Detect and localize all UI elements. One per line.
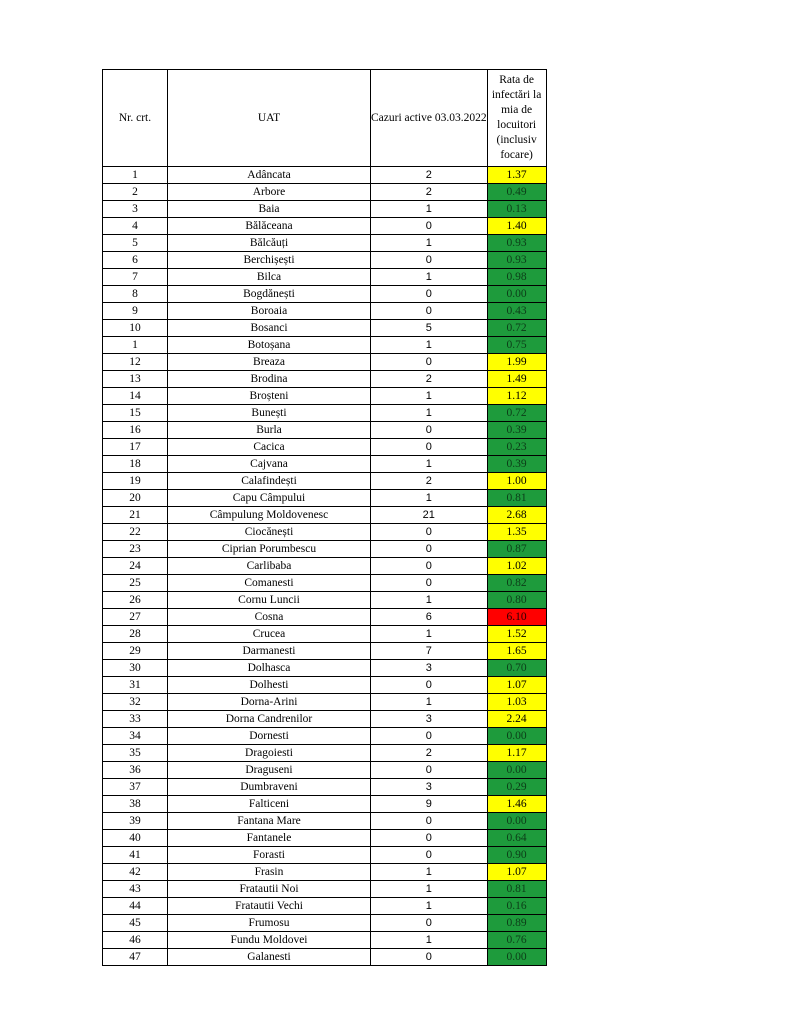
uat-name: Capu Câmpului [168, 490, 371, 507]
infection-rate: 2.68 [487, 507, 546, 524]
active-cases: 2 [371, 184, 488, 201]
infection-rate: 1.00 [487, 473, 546, 490]
table-row [103, 592, 547, 609]
active-cases: 7 [371, 643, 488, 660]
infection-rate: 1.07 [487, 864, 546, 881]
active-cases: 1 [371, 201, 488, 218]
active-cases: 1 [371, 269, 488, 286]
infection-rate: 0.00 [487, 813, 546, 830]
active-cases: 0 [371, 558, 488, 575]
table-row [103, 337, 547, 354]
row-number: 46 [103, 932, 168, 949]
infection-rate: 1.35 [487, 524, 546, 541]
infection-rate-table [102, 69, 547, 966]
uat-name: Cosna [168, 609, 371, 626]
infection-rate: 0.90 [487, 847, 546, 864]
uat-name: Forasti [168, 847, 371, 864]
infection-rate: 1.37 [487, 167, 546, 184]
table-row [103, 728, 547, 745]
infection-rate: 1.52 [487, 626, 546, 643]
row-number: 1 [103, 167, 168, 184]
table-row [103, 881, 547, 898]
table-row [103, 626, 547, 643]
uat-name: Crucea [168, 626, 371, 643]
row-number: 45 [103, 915, 168, 932]
table-row [103, 898, 547, 915]
uat-name: Frumosu [168, 915, 371, 932]
active-cases: 0 [371, 286, 488, 303]
row-number: 24 [103, 558, 168, 575]
row-number: 30 [103, 660, 168, 677]
uat-name: Fundu Moldovei [168, 932, 371, 949]
infection-rate: 0.00 [487, 728, 546, 745]
table-row [103, 354, 547, 371]
table-body [103, 167, 547, 966]
active-cases: 0 [371, 915, 488, 932]
table-row [103, 762, 547, 779]
active-cases: 1 [371, 864, 488, 881]
row-number: 31 [103, 677, 168, 694]
infection-rate: 0.23 [487, 439, 546, 456]
row-number: 8 [103, 286, 168, 303]
row-number: 35 [103, 745, 168, 762]
row-number: 10 [103, 320, 168, 337]
table-row [103, 286, 547, 303]
uat-name: Fratautii Noi [168, 881, 371, 898]
row-number: 4 [103, 218, 168, 235]
row-number: 9 [103, 303, 168, 320]
table-row [103, 218, 547, 235]
infection-rate: 1.17 [487, 745, 546, 762]
active-cases: 1 [371, 881, 488, 898]
table-row [103, 694, 547, 711]
infection-rate: 1.40 [487, 218, 546, 235]
infection-rate: 1.49 [487, 371, 546, 388]
active-cases: 0 [371, 847, 488, 864]
uat-name: Ciprian Porumbescu [168, 541, 371, 558]
infection-rate: 0.87 [487, 541, 546, 558]
infection-rate: 0.89 [487, 915, 546, 932]
table-row [103, 949, 547, 966]
table-row [103, 235, 547, 252]
uat-name: Dumbraveni [168, 779, 371, 796]
uat-name: Dorna Candrenilor [168, 711, 371, 728]
uat-name: Draguseni [168, 762, 371, 779]
table-row [103, 473, 547, 490]
row-number: 19 [103, 473, 168, 490]
table-row [103, 252, 547, 269]
active-cases: 0 [371, 541, 488, 558]
table-row [103, 371, 547, 388]
table-row [103, 609, 547, 626]
active-cases: 0 [371, 303, 488, 320]
table-header [103, 70, 547, 167]
infection-rate: 0.39 [487, 456, 546, 473]
infection-rate: 0.70 [487, 660, 546, 677]
table-row [103, 575, 547, 592]
infection-rate: 0.82 [487, 575, 546, 592]
infection-rate: 0.00 [487, 949, 546, 966]
table-row [103, 524, 547, 541]
table-row [103, 320, 547, 337]
row-number: 42 [103, 864, 168, 881]
uat-name: Ciocănești [168, 524, 371, 541]
uat-name: Breaza [168, 354, 371, 371]
uat-name: Falticeni [168, 796, 371, 813]
row-number: 20 [103, 490, 168, 507]
infection-rate: 0.64 [487, 830, 546, 847]
active-cases: 0 [371, 252, 488, 269]
row-number: 43 [103, 881, 168, 898]
active-cases: 2 [371, 473, 488, 490]
infection-rate: 1.03 [487, 694, 546, 711]
row-number: 21 [103, 507, 168, 524]
infection-rate: 0.43 [487, 303, 546, 320]
row-number: 29 [103, 643, 168, 660]
row-number: 33 [103, 711, 168, 728]
infection-rate: 1.65 [487, 643, 546, 660]
active-cases: 3 [371, 779, 488, 796]
uat-name: Galanesti [168, 949, 371, 966]
table-row [103, 660, 547, 677]
uat-name: Dragoiesti [168, 745, 371, 762]
active-cases: 5 [371, 320, 488, 337]
row-number: 5 [103, 235, 168, 252]
row-number: 40 [103, 830, 168, 847]
header-infection-rate: Rata de infectări la mia de locuitori (inclusiv focare) [487, 70, 546, 167]
active-cases: 0 [371, 575, 488, 592]
table-row [103, 456, 547, 473]
uat-name: Carlibaba [168, 558, 371, 575]
infection-rate: 0.72 [487, 405, 546, 422]
active-cases: 2 [371, 745, 488, 762]
uat-name: Arbore [168, 184, 371, 201]
active-cases: 2 [371, 167, 488, 184]
active-cases: 1 [371, 626, 488, 643]
table-row [103, 558, 547, 575]
active-cases: 1 [371, 388, 488, 405]
active-cases: 1 [371, 337, 488, 354]
infection-rate: 0.49 [487, 184, 546, 201]
active-cases: 0 [371, 830, 488, 847]
uat-name: Fantanele [168, 830, 371, 847]
uat-name: Calafindești [168, 473, 371, 490]
infection-rate: 0.93 [487, 235, 546, 252]
active-cases: 0 [371, 949, 488, 966]
table-row [103, 269, 547, 286]
infection-rate: 0.00 [487, 762, 546, 779]
table-row [103, 932, 547, 949]
infection-rate: 0.75 [487, 337, 546, 354]
uat-name: Brodina [168, 371, 371, 388]
uat-name: Burla [168, 422, 371, 439]
row-number: 34 [103, 728, 168, 745]
infection-rate: 1.99 [487, 354, 546, 371]
uat-name: Câmpulung Moldovenesc [168, 507, 371, 524]
infection-rate: 0.98 [487, 269, 546, 286]
header-active-cases: Cazuri active 03.03.2022 [371, 70, 488, 167]
row-number: 12 [103, 354, 168, 371]
table-row [103, 405, 547, 422]
infection-rate: 6.10 [487, 609, 546, 626]
active-cases: 6 [371, 609, 488, 626]
table-row [103, 864, 547, 881]
infection-rate: 0.81 [487, 490, 546, 507]
active-cases: 1 [371, 932, 488, 949]
table-row [103, 796, 547, 813]
infection-rate: 0.16 [487, 898, 546, 915]
active-cases: 0 [371, 728, 488, 745]
active-cases: 1 [371, 898, 488, 915]
row-number: 36 [103, 762, 168, 779]
row-number: 27 [103, 609, 168, 626]
active-cases: 1 [371, 235, 488, 252]
header-uat: UAT [168, 70, 371, 167]
infection-rate: 0.76 [487, 932, 546, 949]
uat-name: Cacica [168, 439, 371, 456]
uat-name: Cajvana [168, 456, 371, 473]
uat-name: Boroaia [168, 303, 371, 320]
row-number: 37 [103, 779, 168, 796]
uat-name: Bălcăuți [168, 235, 371, 252]
active-cases: 1 [371, 592, 488, 609]
infection-rate: 0.00 [487, 286, 546, 303]
header-nr: Nr. crt. [103, 70, 168, 167]
row-number: 41 [103, 847, 168, 864]
infection-rate: 0.80 [487, 592, 546, 609]
uat-name: Bosanci [168, 320, 371, 337]
table-row [103, 388, 547, 405]
infection-rate: 1.02 [487, 558, 546, 575]
row-number: 3 [103, 201, 168, 218]
table-row [103, 745, 547, 762]
active-cases: 1 [371, 405, 488, 422]
uat-name: Cornu Luncii [168, 592, 371, 609]
table-row [103, 541, 547, 558]
active-cases: 9 [371, 796, 488, 813]
row-number: 18 [103, 456, 168, 473]
active-cases: 0 [371, 422, 488, 439]
uat-name: Broșteni [168, 388, 371, 405]
row-number: 6 [103, 252, 168, 269]
active-cases: 1 [371, 694, 488, 711]
row-number: 16 [103, 422, 168, 439]
row-number: 28 [103, 626, 168, 643]
uat-name: Fratautii Vechi [168, 898, 371, 915]
uat-name: Berchișești [168, 252, 371, 269]
table-row [103, 677, 547, 694]
uat-name: Dolhesti [168, 677, 371, 694]
table-row [103, 813, 547, 830]
row-number: 15 [103, 405, 168, 422]
uat-name: Darmanesti [168, 643, 371, 660]
active-cases: 0 [371, 439, 488, 456]
active-cases: 0 [371, 762, 488, 779]
row-number: 17 [103, 439, 168, 456]
table-row [103, 303, 547, 320]
table-row [103, 711, 547, 728]
table-row [103, 490, 547, 507]
table-row [103, 779, 547, 796]
active-cases: 0 [371, 813, 488, 830]
table-row [103, 915, 547, 932]
active-cases: 0 [371, 524, 488, 541]
active-cases: 0 [371, 218, 488, 235]
uat-name: Bălăceana [168, 218, 371, 235]
infection-rate: 1.12 [487, 388, 546, 405]
infection-rate: 0.81 [487, 881, 546, 898]
row-number: 1 [103, 337, 168, 354]
infection-rate: 0.13 [487, 201, 546, 218]
uat-name: Bunești [168, 405, 371, 422]
row-number: 38 [103, 796, 168, 813]
infection-rate: 0.93 [487, 252, 546, 269]
row-number: 13 [103, 371, 168, 388]
infection-rate: 2.24 [487, 711, 546, 728]
active-cases: 3 [371, 711, 488, 728]
row-number: 26 [103, 592, 168, 609]
row-number: 22 [103, 524, 168, 541]
active-cases: 0 [371, 354, 488, 371]
table-row [103, 167, 547, 184]
active-cases: 1 [371, 456, 488, 473]
uat-name: Adâncata [168, 167, 371, 184]
uat-name: Dorna-Arini [168, 694, 371, 711]
active-cases: 0 [371, 677, 488, 694]
table-row [103, 507, 547, 524]
row-number: 2 [103, 184, 168, 201]
uat-name: Botoșana [168, 337, 371, 354]
row-number: 32 [103, 694, 168, 711]
uat-name: Comanesti [168, 575, 371, 592]
table-row [103, 830, 547, 847]
uat-name: Baia [168, 201, 371, 218]
uat-name: Bogdănești [168, 286, 371, 303]
uat-name: Bilca [168, 269, 371, 286]
row-number: 23 [103, 541, 168, 558]
infection-rate: 1.07 [487, 677, 546, 694]
active-cases: 3 [371, 660, 488, 677]
row-number: 44 [103, 898, 168, 915]
infection-rate: 0.39 [487, 422, 546, 439]
active-cases: 21 [371, 507, 488, 524]
table-row [103, 201, 547, 218]
uat-name: Fantana Mare [168, 813, 371, 830]
row-number: 7 [103, 269, 168, 286]
table-row [103, 643, 547, 660]
row-number: 14 [103, 388, 168, 405]
active-cases: 1 [371, 490, 488, 507]
active-cases: 2 [371, 371, 488, 388]
row-number: 47 [103, 949, 168, 966]
uat-name: Dolhasca [168, 660, 371, 677]
row-number: 25 [103, 575, 168, 592]
infection-rate: 1.46 [487, 796, 546, 813]
uat-name: Dornesti [168, 728, 371, 745]
infection-rate: 0.72 [487, 320, 546, 337]
table-row [103, 439, 547, 456]
table-row [103, 847, 547, 864]
row-number: 39 [103, 813, 168, 830]
header-row [103, 70, 547, 167]
table-row [103, 422, 547, 439]
table-row [103, 184, 547, 201]
uat-name: Frasin [168, 864, 371, 881]
infection-rate: 0.29 [487, 779, 546, 796]
